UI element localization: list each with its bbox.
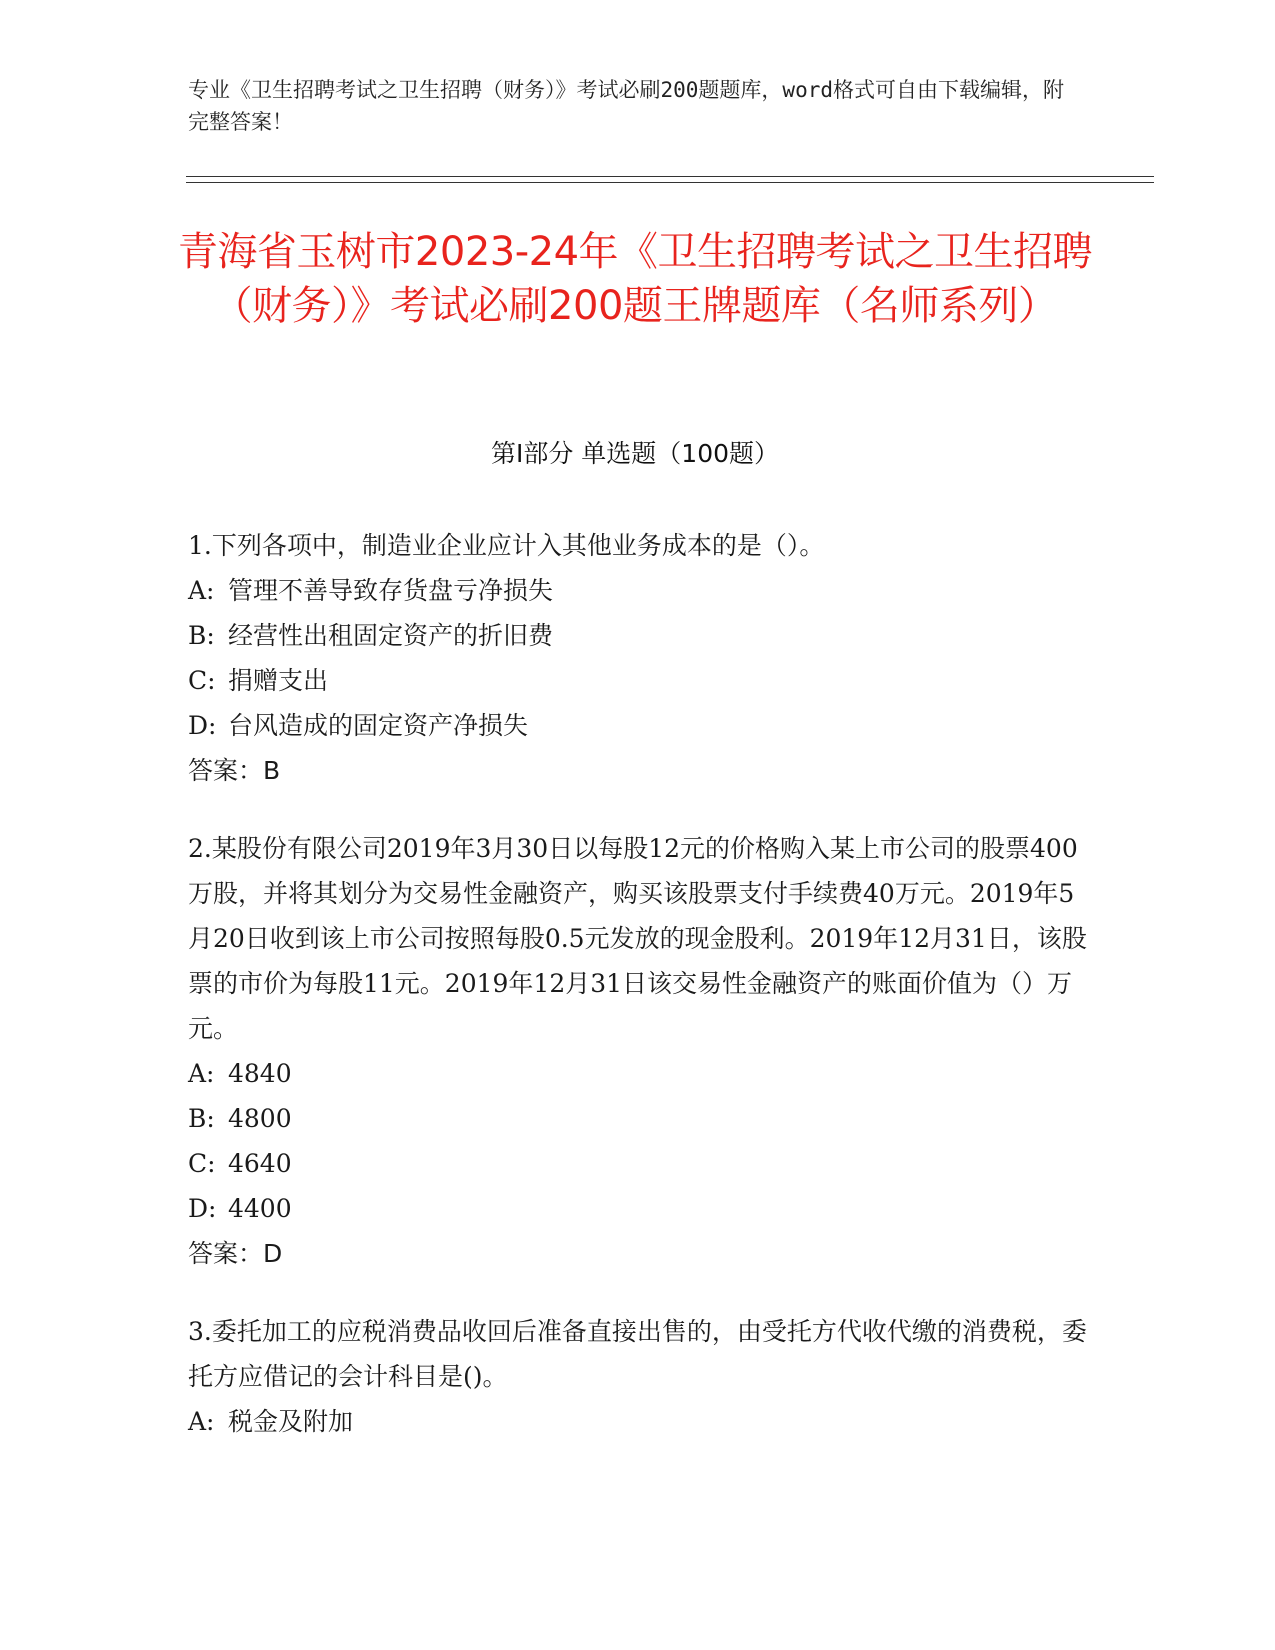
option-key: D:: [188, 1194, 217, 1223]
option-d: [188, 1186, 1088, 1231]
question-1: [188, 523, 1088, 793]
option-key: D:: [188, 711, 217, 740]
option-key: A:: [188, 1407, 215, 1436]
document-title: 青海省玉树市2023-24年《卫生招聘考试之卫生招聘（财务）》考试必刷200题王牌题库（名师系列）: [177, 229, 1093, 329]
question-stem: 1.下列各项中，制造业企业应计入其他业务成本的是（）。: [188, 531, 825, 560]
answer-line: 答案：B: [188, 756, 281, 785]
option-text: 管理不善导致存货盘亏净损失: [228, 576, 554, 605]
section-heading: 第Ⅰ部分 单选题（100题）: [490, 439, 780, 468]
header-divider: [186, 176, 1154, 183]
answer-line: 答案：D: [188, 1239, 283, 1268]
option-text: 捐赠支出: [228, 666, 329, 695]
option-key: A:: [188, 1059, 215, 1088]
option-d: [188, 703, 1088, 748]
option-key: A:: [188, 576, 215, 605]
option-key: B:: [188, 621, 215, 650]
option-text: 税金及附加: [228, 1407, 354, 1436]
option-text: 4800: [228, 1104, 292, 1133]
question-stem: 3.委托加工的应税消费品收回后准备直接出售的，由受托方代收代缴的消费税，委托方应借记的会计科目是()。: [188, 1317, 1087, 1391]
option-text: 经营性出租固定资产的折旧费: [228, 621, 554, 650]
option-a: [188, 1399, 1088, 1444]
option-a: [188, 1051, 1088, 1096]
option-c: [188, 658, 1088, 703]
option-b: [188, 613, 1088, 658]
question-list: [188, 523, 1088, 1477]
question-2: [188, 826, 1088, 1276]
option-c: [188, 1141, 1088, 1186]
option-b: [188, 1096, 1088, 1141]
question-3: [188, 1309, 1088, 1444]
option-key: C:: [188, 1149, 216, 1178]
option-key: C:: [188, 666, 216, 695]
option-key: B:: [188, 1104, 215, 1133]
option-a: [188, 568, 1088, 613]
option-text: 4640: [228, 1149, 292, 1178]
option-text: 4400: [228, 1194, 292, 1223]
option-text: 台风造成的固定资产净损失: [228, 711, 529, 740]
option-text: 4840: [228, 1059, 292, 1088]
question-stem: 2.某股份有限公司2019年3月30日以每股12元的价格购入某上市公司的股票400万股，并将其划分为交易性金融资产，购买该股票支付手续费40万元。2019年5月20日收到该上市公司按照每股0.5元发放的现金股利。2019年12月31日，该股票的市价为每股11元。2019年12月31日该交易性金融资产的账面价值为（）万元。: [188, 834, 1087, 1043]
header-note: 专业《卫生招聘考试之卫生招聘（财务）》考试必刷200题题库，word格式可自由下载编辑，附完整答案！: [188, 78, 1064, 134]
